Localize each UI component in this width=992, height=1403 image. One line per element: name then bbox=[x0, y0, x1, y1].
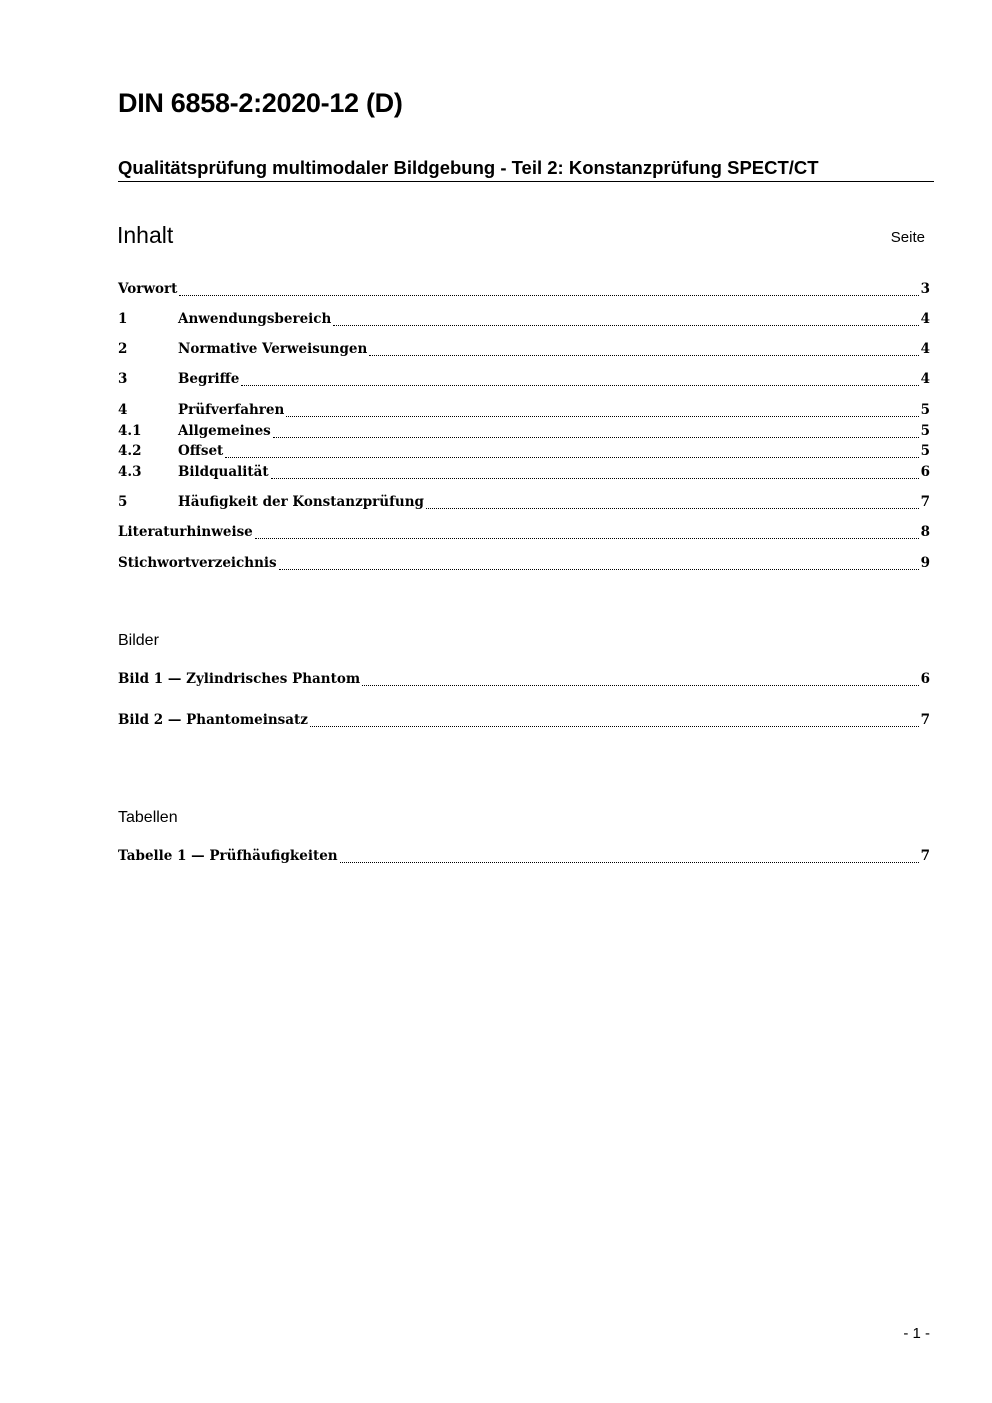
toc-entry-page: 4 bbox=[920, 371, 930, 387]
dot-leader bbox=[225, 447, 918, 458]
toc-entry[interactable] bbox=[118, 423, 930, 443]
toc-entry-number: 2 bbox=[118, 341, 128, 357]
toc-entry-label: Allgemeines bbox=[178, 423, 271, 439]
toc-entry-page: 4 bbox=[920, 341, 930, 357]
dot-leader bbox=[255, 528, 919, 539]
dot-leader bbox=[279, 559, 919, 570]
dot-leader bbox=[362, 675, 918, 686]
toc-entry-page: 8 bbox=[920, 524, 930, 540]
toc-entry-page: 3 bbox=[920, 281, 930, 297]
toc-heading: Inhalt bbox=[117, 222, 174, 248]
toc-entry-page: 4 bbox=[920, 311, 930, 327]
toc-entry-label: Literaturhinweise bbox=[118, 524, 253, 540]
toc-entry-label: Prüfverfahren bbox=[178, 402, 285, 418]
dot-leader bbox=[286, 406, 918, 417]
figure-entry-label: Bild 1 — Zylindrisches Phantom bbox=[118, 671, 361, 687]
table-entry[interactable] bbox=[118, 848, 930, 868]
page-number: - 1 - bbox=[903, 1325, 930, 1342]
toc-entry-number: 5 bbox=[118, 494, 128, 510]
toc-entry[interactable] bbox=[118, 341, 930, 361]
figures-heading: Bilder bbox=[118, 632, 159, 649]
dot-leader bbox=[426, 498, 919, 509]
toc-entry-page: 5 bbox=[920, 423, 930, 439]
toc-entry-number: 4.1 bbox=[118, 423, 142, 439]
toc-entry-label: Häufigkeit der Konstanzprüfung bbox=[178, 494, 424, 510]
toc-entry-label: Bildqualität bbox=[178, 464, 269, 480]
document-subtitle: Qualitätsprüfung multimodaler Bildgebung - Teil 2: Konstanzprüfung SPECT/CT bbox=[118, 157, 934, 182]
table-entry-page: 7 bbox=[920, 848, 930, 864]
toc-entry[interactable] bbox=[118, 443, 930, 463]
tables-heading: Tabellen bbox=[118, 809, 178, 826]
figure-entry[interactable] bbox=[118, 671, 930, 691]
toc-entry[interactable] bbox=[118, 281, 930, 301]
figure-entry-page: 6 bbox=[920, 671, 930, 687]
figure-entry-label: Bild 2 — Phantomeinsatz bbox=[118, 712, 308, 728]
toc-entry-page: 6 bbox=[920, 464, 930, 480]
toc-entry-label: Offset bbox=[178, 443, 224, 459]
toc-entry-number: 4 bbox=[118, 402, 128, 418]
toc-entry[interactable] bbox=[118, 311, 930, 331]
toc-entry-number: 4.2 bbox=[118, 443, 142, 459]
toc-entry[interactable] bbox=[118, 524, 930, 544]
toc-entry-label: Vorwort bbox=[118, 281, 178, 297]
dot-leader bbox=[271, 468, 919, 479]
toc-entry[interactable] bbox=[118, 555, 930, 575]
toc-entry-page: 5 bbox=[920, 402, 930, 418]
dot-leader bbox=[310, 716, 919, 727]
toc-entry-number: 1 bbox=[118, 311, 128, 327]
toc-entry-label: Normative Verweisungen bbox=[178, 341, 368, 357]
toc-entry-page: 7 bbox=[920, 494, 930, 510]
document-title: DIN 6858-2:2020-12 (D) bbox=[118, 88, 403, 118]
toc-entry-page: 5 bbox=[920, 443, 930, 459]
toc-entry[interactable] bbox=[118, 371, 930, 391]
dot-leader bbox=[369, 345, 918, 356]
toc-entry[interactable] bbox=[118, 464, 930, 484]
toc-entry-label: Begriffe bbox=[178, 371, 240, 387]
toc-entry-number: 4.3 bbox=[118, 464, 142, 480]
toc-entry-number: 3 bbox=[118, 371, 128, 387]
figure-entry[interactable] bbox=[118, 712, 930, 732]
toc-entry-label: Anwendungsbereich bbox=[178, 311, 332, 327]
dot-leader bbox=[179, 285, 918, 296]
toc-entry-page: 9 bbox=[920, 555, 930, 571]
toc-entry[interactable] bbox=[118, 494, 930, 514]
toc-entry[interactable] bbox=[118, 402, 930, 422]
toc-entry-label: Stichwortverzeichnis bbox=[118, 555, 277, 571]
dot-leader bbox=[273, 427, 919, 438]
figure-entry-page: 7 bbox=[920, 712, 930, 728]
dot-leader bbox=[241, 375, 918, 386]
table-entry-label: Tabelle 1 — Prüfhäufigkeiten bbox=[118, 848, 338, 864]
dot-leader bbox=[340, 852, 919, 863]
dot-leader bbox=[333, 315, 918, 326]
page-column-label: Seite bbox=[890, 229, 925, 246]
